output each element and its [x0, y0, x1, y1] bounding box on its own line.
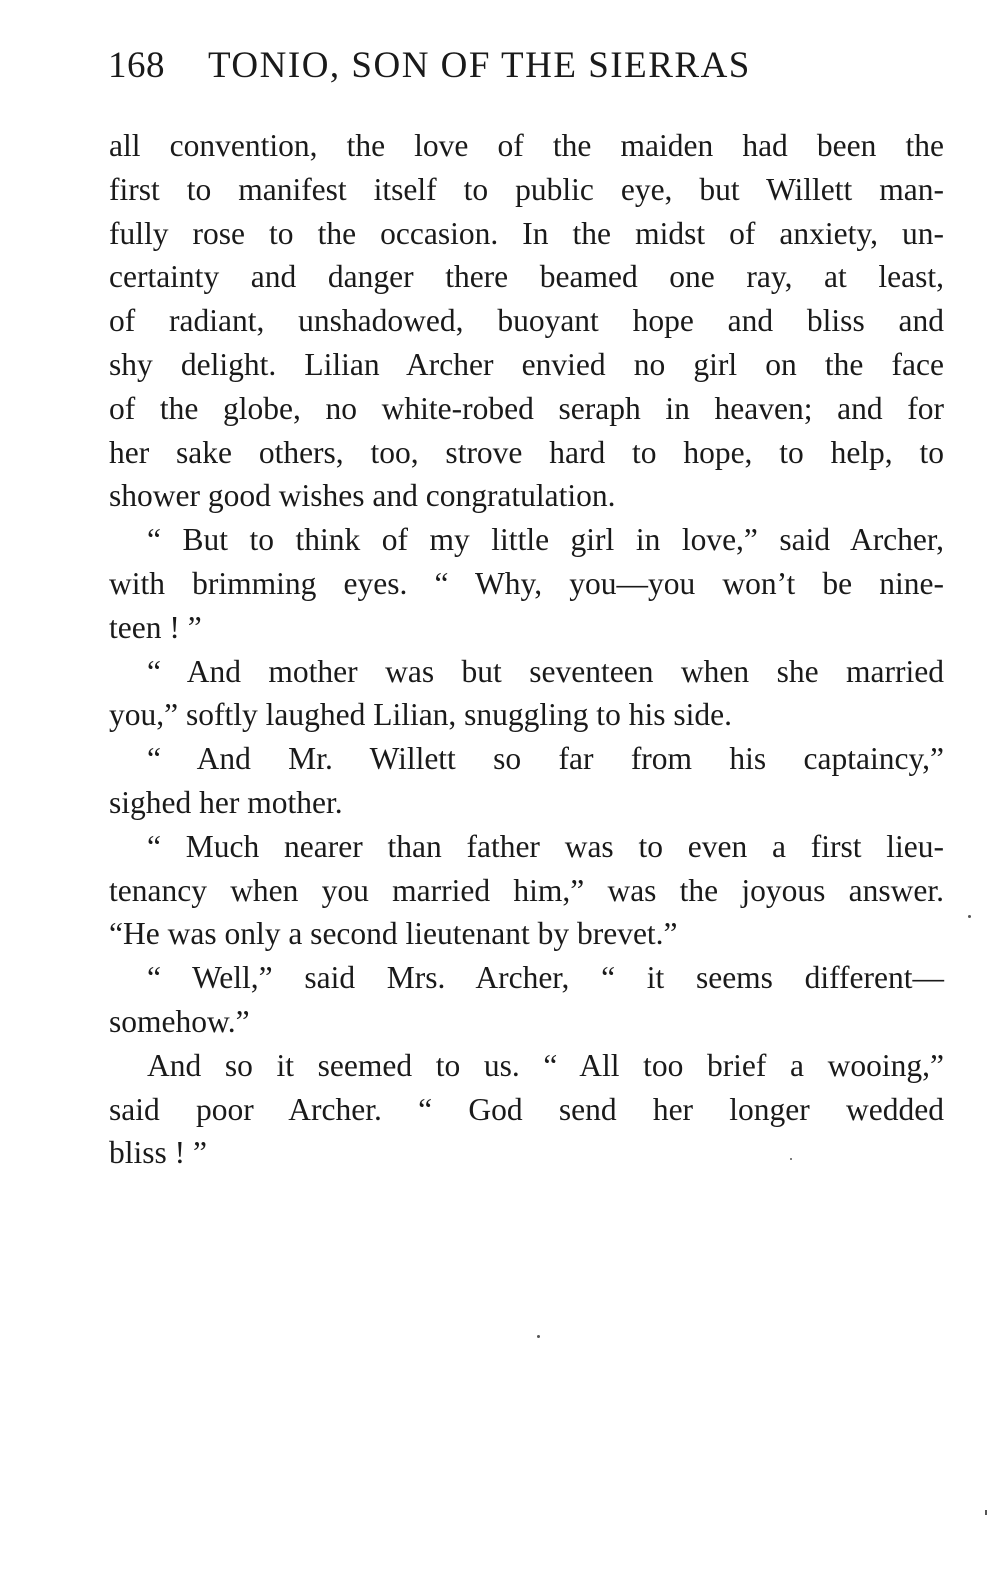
paragraph: [109, 518, 944, 649]
text-line: teen ! ”: [109, 609, 202, 645]
text-line: “ But to think of my little girl in love,” said Archer,: [147, 522, 944, 558]
book-title: TONIO, SON OF THE SIERRAS: [208, 45, 751, 86]
scan-speck: [985, 1510, 987, 1515]
text-line: “ And mother was but seventeen when she married: [147, 653, 944, 689]
text-line: certainty and danger there beamed one ray, at least,: [109, 259, 944, 295]
text-line: sighed her mother.: [109, 784, 343, 820]
paragraph: [109, 737, 944, 825]
text-line: tenancy when you married him,” was the joyous answer.: [109, 872, 944, 908]
scan-speck: [968, 915, 971, 918]
text-line: somehow.”: [109, 1003, 250, 1039]
text-line: all convention, the love of the maiden had been the: [109, 128, 944, 163]
text-line: And so it seemed to us. “ All too brief a wooing,”: [147, 1047, 944, 1083]
text-line: her sake others, too, strove hard to hope, to help, to: [109, 434, 944, 470]
text-line: of radiant, unshadowed, buoyant hope and bliss and: [109, 303, 944, 339]
page-number: 168: [108, 45, 165, 86]
paragraph: [109, 956, 944, 1044]
text-line: said poor Archer. “ God send her longer wedded: [109, 1091, 944, 1127]
paragraph: [109, 650, 944, 738]
text-line: “He was only a second lieutenant by brevet.”: [109, 916, 678, 952]
text-line: you,” softly laughed Lilian, snuggling to his side.: [109, 697, 732, 733]
paragraph: [109, 825, 944, 956]
text-line: shy delight. Lilian Archer envied no girl on the face: [109, 346, 944, 382]
body-text: [109, 124, 944, 1175]
text-line: with brimming eyes. “ Why, you—you won’t be nine-: [109, 565, 944, 601]
scan-speck: [537, 1335, 540, 1338]
scan-speck: [790, 1158, 792, 1160]
text-line: bliss ! ”: [109, 1135, 207, 1171]
paragraph: [109, 1044, 944, 1175]
text-line: first to manifest itself to public eye, but Willett man-: [109, 171, 944, 207]
text-line: “ Well,” said Mrs. Archer, “ it seems different—: [147, 960, 944, 996]
text-line: shower good wishes and congratulation.: [109, 478, 616, 514]
text-line: “ And Mr. Willett so far from his captaincy,”: [147, 741, 944, 777]
running-head: [108, 36, 908, 96]
paragraph: [109, 124, 944, 518]
text-line: of the globe, no white-robed seraph in heaven; and for: [109, 390, 944, 426]
text-line: fully rose to the occasion. In the midst of anxiety, un-: [109, 215, 944, 251]
text-line: “ Much nearer than father was to even a first lieu-: [147, 828, 944, 864]
